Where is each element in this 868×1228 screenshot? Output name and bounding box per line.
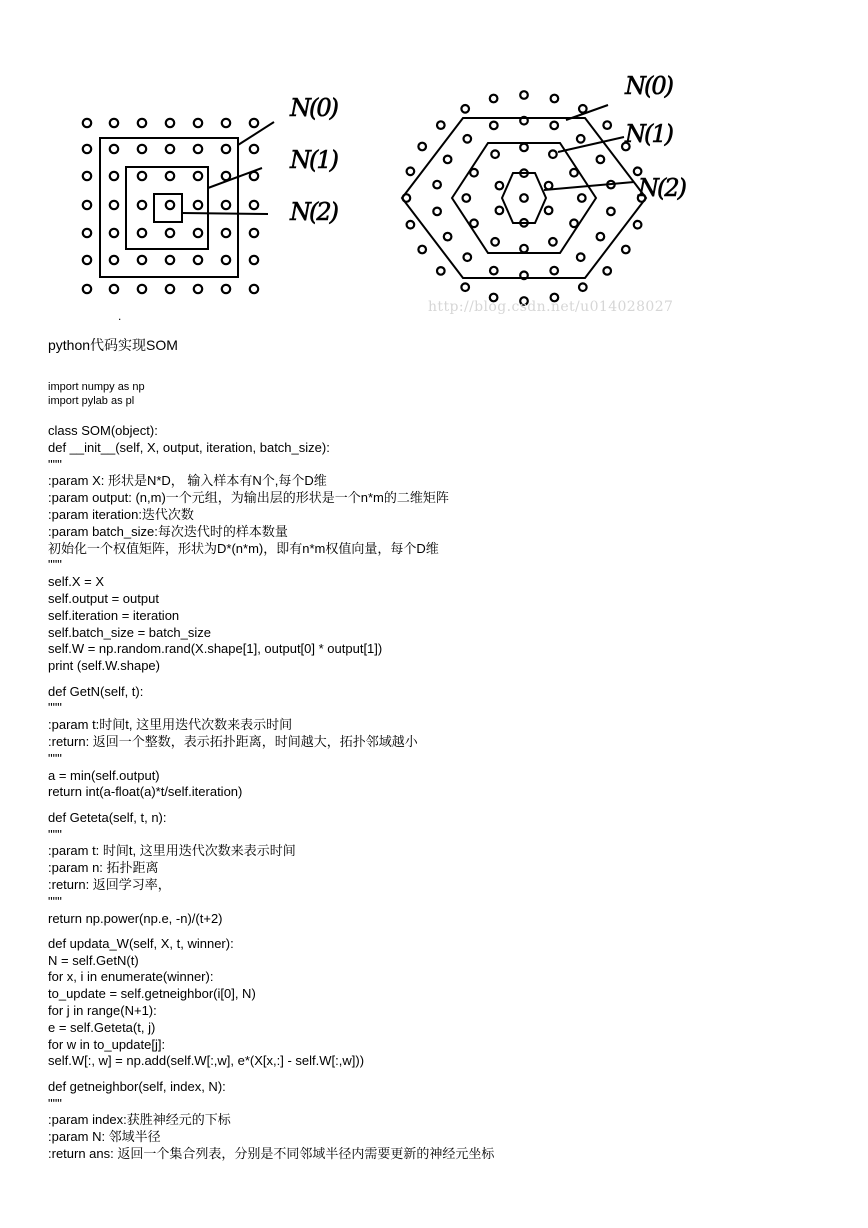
grid-node: [491, 238, 499, 246]
grid-node: [110, 229, 118, 237]
neighborhood-label: N(1): [625, 120, 672, 148]
grid-node: [418, 246, 426, 254]
grid-node: [250, 201, 258, 209]
neighborhood-label: N(2): [638, 174, 685, 202]
code-line: self.batch_size = batch_size: [48, 624, 211, 640]
grid-node: [83, 229, 91, 237]
code-line: class SOM(object):: [48, 423, 158, 438]
grid-node: [250, 145, 258, 153]
grid-node: [222, 119, 230, 127]
leader-line-n1: [558, 137, 624, 152]
code-line: :return: 返回学习率，: [48, 876, 171, 892]
code-line: return np.power(np.e, -n)/(t+2): [48, 910, 223, 926]
code-line: """: [48, 557, 62, 573]
code-line: def getneighbor(self, index, N):: [48, 1078, 226, 1094]
grid-node: [166, 229, 174, 237]
grid-node: [166, 201, 174, 209]
grid-node: [622, 246, 630, 254]
grid-node: [603, 267, 611, 275]
grid-node: [194, 201, 202, 209]
code-line: e = self.Geteta(t, j): [48, 1019, 156, 1035]
grid-node: [83, 201, 91, 209]
import-line: import numpy as np: [48, 381, 145, 393]
code-line: print (self.W.shape): [48, 658, 160, 674]
grid-node: [194, 145, 202, 153]
grid-node: [461, 105, 469, 113]
code-line: def Geteta(self, t, n):: [48, 809, 167, 825]
code-line: for x, i in enumerate(winner):: [48, 969, 214, 985]
code-line: for w in to_update[j]:: [48, 1036, 166, 1052]
grid-node: [520, 91, 528, 99]
grid-node: [222, 145, 230, 153]
neighborhood-label: N(0): [290, 94, 337, 122]
code-line: :param batch_size:每次迭代时的样本数量: [48, 523, 288, 539]
grid-node: [166, 172, 174, 180]
grid-node: [520, 194, 528, 202]
grid-node: [597, 233, 605, 241]
grid-node: [577, 135, 585, 143]
square-grid-diagram: [83, 94, 339, 293]
code-line: :return ans: 返回一个集合列表，分别是不同邻域半径内需要更新的神经元坐标: [48, 1146, 495, 1162]
grid-node: [549, 238, 557, 246]
grid-node: [545, 207, 553, 215]
grid-node: [418, 143, 426, 151]
grid-node: [603, 121, 611, 129]
grid-node: [607, 208, 615, 216]
grid-node: [166, 285, 174, 293]
code-gap: [48, 927, 494, 936]
grid-node: [110, 145, 118, 153]
code-line: self.iteration = iteration: [48, 607, 180, 623]
grid-node: [166, 256, 174, 264]
neighborhood-diagram: [60, 60, 720, 330]
grid-node: [550, 267, 558, 275]
grid-node: [250, 229, 258, 237]
grid-node: [490, 122, 498, 130]
code-line: N = self.GetN(t): [48, 952, 139, 968]
grid-node: [222, 172, 230, 180]
neighborhood-label: N(0): [625, 72, 672, 100]
grid-node: [407, 221, 415, 229]
grid-node: [222, 256, 230, 264]
grid-node: [550, 122, 558, 130]
grid-node: [437, 267, 445, 275]
grid-node: [83, 285, 91, 293]
code-line: :param N: 邻域半径: [48, 1129, 161, 1145]
code-line: """: [48, 456, 62, 472]
grid-node: [222, 201, 230, 209]
grid-node: [166, 145, 174, 153]
grid-node: [520, 144, 528, 152]
code-line: for j in range(N+1):: [48, 1003, 157, 1019]
figure-caption-dot: .: [118, 309, 122, 323]
code-gap: [48, 675, 494, 684]
grid-node: [496, 207, 504, 215]
code-line: :param iteration:迭代次数: [48, 506, 194, 522]
code-line: """: [48, 750, 62, 766]
code-line: self.W = np.random.rand(X.shape[1], output[0] * output[1]): [48, 641, 383, 657]
grid-node: [138, 172, 146, 180]
leader-line-n1: [208, 168, 262, 188]
grid-node: [407, 168, 415, 176]
grid-node: [433, 208, 441, 216]
grid-node: [166, 119, 174, 127]
code-line: return int(a-float(a)*t/self.iteration): [48, 784, 243, 800]
grid-node: [577, 253, 585, 261]
grid-node: [490, 95, 498, 103]
code-block: [48, 423, 494, 1163]
grid-node: [444, 233, 452, 241]
grid-node: [138, 285, 146, 293]
grid-node: [250, 119, 258, 127]
grid-node: [437, 121, 445, 129]
grid-node: [110, 256, 118, 264]
code-line: :param X: 形状是N*D， 输入样本有N个,每个D维: [48, 473, 327, 489]
grid-node: [138, 119, 146, 127]
code-line: def GetN(self, t):: [48, 683, 144, 699]
code-line: :param output: (n,m)一个元组，为输出层的形状是一个n*m的二维矩阵: [48, 490, 449, 506]
code-line: """: [48, 826, 62, 842]
grid-node: [83, 119, 91, 127]
grid-node: [491, 150, 499, 158]
grid-node: [194, 172, 202, 180]
som-neighborhood-figure: [60, 60, 720, 330]
grid-node: [110, 119, 118, 127]
grid-node: [138, 145, 146, 153]
code-gap: [48, 801, 494, 810]
grid-node: [138, 229, 146, 237]
neighborhood-label: N(1): [290, 146, 337, 174]
code-line: :param n: 拓扑距离: [48, 860, 159, 876]
watermark-url: http://blog.csdn.net/u014028027: [428, 299, 674, 315]
grid-node: [110, 172, 118, 180]
grid-node: [579, 105, 587, 113]
code-gap: [48, 1070, 494, 1079]
document-title: python代码实现SOM: [48, 337, 178, 353]
import-line: import pylab as pl: [48, 395, 135, 407]
grid-node: [194, 256, 202, 264]
grid-node: [520, 245, 528, 253]
grid-node: [110, 201, 118, 209]
code-line: :param t: 时间t, 这里用迭代次数来表示时间: [48, 843, 296, 859]
import-block: [48, 380, 145, 408]
grid-node: [222, 285, 230, 293]
grid-node: [578, 194, 586, 202]
grid-node: [551, 95, 559, 103]
grid-node: [444, 156, 452, 164]
grid-node: [250, 256, 258, 264]
grid-node: [461, 283, 469, 291]
grid-node: [545, 182, 553, 190]
grid-node: [222, 229, 230, 237]
code-line: :param t:时间t, 这里用迭代次数来表示时间: [48, 717, 293, 733]
grid-node: [490, 267, 498, 275]
code-line: :return: 返回一个整数，表示拓扑距离，时间越大，拓扑邻域越小: [48, 733, 418, 749]
code-line: self.X = X: [48, 574, 104, 590]
code-line: def __init__(self, X, output, iteration, batch_size):: [48, 439, 330, 455]
grid-node: [250, 285, 258, 293]
code-line: """: [48, 1095, 62, 1111]
grid-node: [83, 172, 91, 180]
grid-node: [464, 135, 472, 143]
neighborhood-n1-hexagon: [452, 143, 596, 253]
neighborhood-label: N(2): [290, 198, 337, 226]
grid-node: [634, 221, 642, 229]
grid-node: [110, 285, 118, 293]
code-line: """: [48, 700, 62, 716]
code-line: self.output = output: [48, 590, 159, 606]
code-line: self.W[:, w] = np.add(self.W[:,w], e*(X[x,:] - self.W[:,w])): [48, 1053, 365, 1069]
grid-node: [549, 150, 557, 158]
grid-node: [464, 253, 472, 261]
hexagonal-grid-diagram: [402, 72, 687, 305]
code-line: to_update = self.getneighbor(i[0], N): [48, 986, 256, 1002]
neighborhood-n2-hexagon: [502, 173, 546, 223]
grid-node: [194, 285, 202, 293]
grid-node: [433, 181, 441, 189]
code-line: def updata_W(self, X, t, winner):: [48, 935, 234, 951]
code-line: """: [48, 893, 62, 909]
grid-node: [138, 201, 146, 209]
code-line: a = min(self.output): [48, 767, 160, 783]
grid-node: [597, 156, 605, 164]
grid-node: [194, 119, 202, 127]
grid-node: [579, 283, 587, 291]
grid-node: [496, 182, 504, 190]
grid-node: [138, 256, 146, 264]
leader-line-n2: [182, 213, 268, 214]
grid-node: [463, 194, 471, 202]
code-line: :param index:获胜神经元的下标: [48, 1112, 231, 1128]
grid-node: [83, 145, 91, 153]
grid-node: [83, 256, 91, 264]
code-line: 初始化一个权值矩阵，形状为D*(n*m)，即有n*m权值向量，每个D维: [48, 540, 439, 556]
grid-node: [194, 229, 202, 237]
